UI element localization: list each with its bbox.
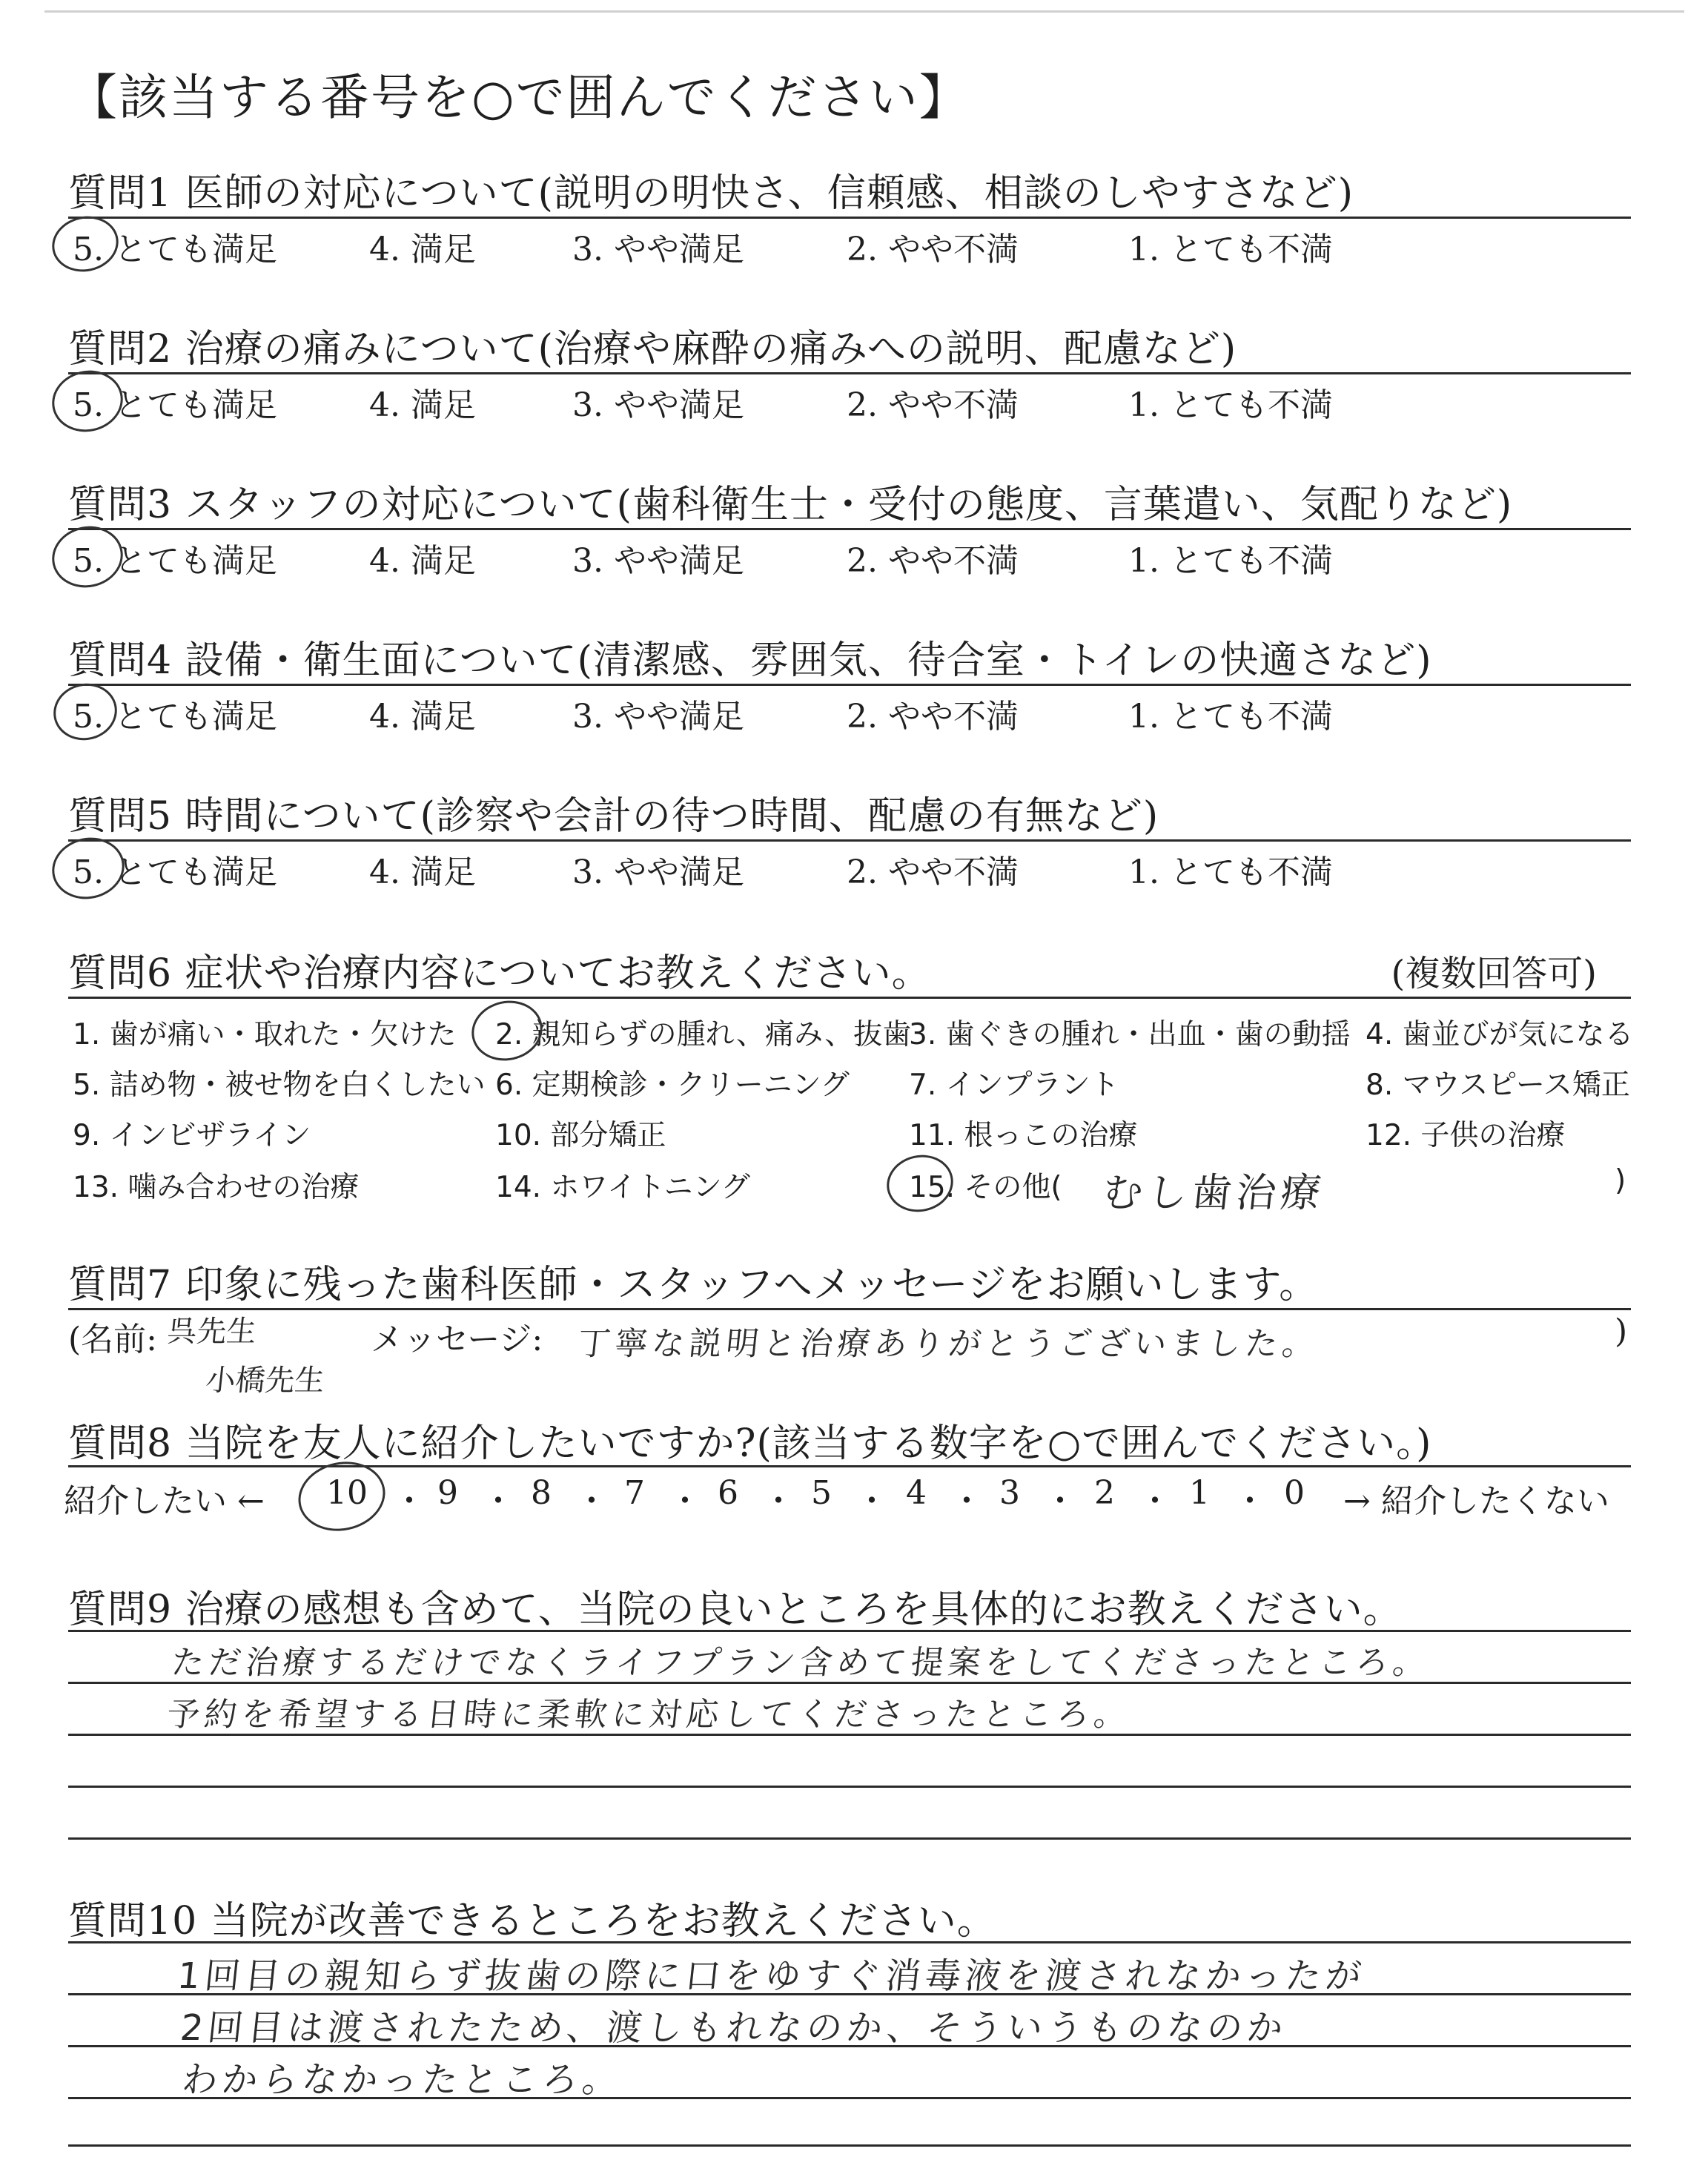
q8-left-label: 紹介したい ← [64,1482,265,1520]
q6-option-11[interactable]: 11. 根っこの治療 [909,1119,1138,1152]
q8-scale-dot: ・ [950,1482,983,1520]
q5-title: 質問5 時間について(診察や会計の待つ時間、配慮の有無など) [68,794,1159,839]
q1-option-5[interactable]: 5. とても満足 [73,231,277,268]
q6-other-close-paren: ) [1615,1164,1626,1198]
q3-option-4[interactable]: 4. 満足 [369,542,476,580]
q9-answer-1[interactable]: ただ治療するだけでなくライフプラン含めて提案をしてくださったところ。 [169,1644,1432,1682]
q6-option-8[interactable]: 8. マウスピース矯正 [1366,1069,1630,1102]
q10-answer-3[interactable]: わからなかったところ。 [179,2059,625,2101]
q9-answer-line [68,1734,1631,1736]
q6-option-5[interactable]: 5. 詰め物・被せ物を白くしたい [73,1069,486,1102]
q4-option-4[interactable]: 4. 満足 [369,698,476,736]
q5-option-1[interactable]: 1. とても不満 [1128,853,1333,891]
q7-close-paren: ) [1615,1312,1628,1350]
q6-option-12[interactable]: 12. 子供の治療 [1366,1119,1566,1152]
q9-answer-line [68,1786,1631,1788]
q6-option-6[interactable]: 6. 定期検診・クリーニング [495,1069,850,1102]
q5-selection-circle [47,831,130,906]
q2-option-4[interactable]: 4. 満足 [369,386,476,424]
q7-name-label: (名前: [68,1321,157,1358]
q1-rule [68,217,1631,219]
q5-option-2[interactable]: 2. やや不満 [847,853,1019,891]
q6-option-10[interactable]: 10. 部分矯正 [495,1119,666,1152]
q6-option-1[interactable]: 1. 歯が痛い・取れた・欠けた [73,1018,457,1051]
q6-title: 質問6 症状や治療内容についてお教えください。 [68,951,931,996]
q3-option-1[interactable]: 1. とても不満 [1128,542,1333,580]
form-heading: 【該当する番号を○で囲んでください】 [68,69,970,126]
q8-scale-dot: ・ [762,1482,795,1520]
q8-scale-dot: ・ [855,1482,888,1520]
q8-scale-8[interactable]: 8 [531,1474,552,1512]
q8-scale-0[interactable]: 0 [1284,1474,1305,1512]
q3-option-3[interactable]: 3. やや満足 [572,542,744,580]
q8-scale-6[interactable]: 6 [718,1474,738,1512]
q4-option-3[interactable]: 3. やや満足 [572,698,744,736]
q1-option-3[interactable]: 3. やや満足 [572,231,744,268]
q2-option-1[interactable]: 1. とても不満 [1128,386,1333,424]
q6-multi-note: (複数回答可) [1391,953,1597,994]
top-border [44,10,1684,13]
q8-scale-dot: ・ [669,1482,701,1520]
q8-scale-2[interactable]: 2 [1094,1474,1115,1512]
q7-rule [68,1308,1631,1310]
q6-option-15[interactable]: 15. その他( [909,1171,1062,1204]
q10-answer-line [68,2097,1631,2099]
q5-option-5[interactable]: 5. とても満足 [73,853,277,891]
q4-option-2[interactable]: 2. やや不満 [847,698,1019,736]
q8-scale-5[interactable]: 5 [811,1474,832,1512]
q7-name-value-1[interactable]: 呉先生 [165,1315,259,1349]
q6-option-2[interactable]: 2. 親知らずの腫れ、痛み、抜歯 [495,1018,912,1051]
q6-option-13[interactable]: 13. 噛み合わせの治療 [73,1171,360,1204]
q8-scale-dot: ・ [1234,1482,1266,1520]
q8-scale-dot: ・ [393,1482,426,1520]
q2-option-2[interactable]: 2. やや不満 [847,386,1019,424]
q6-option-14[interactable]: 14. ホワイトニング [495,1171,750,1204]
q6-selection-circle-2 [466,994,549,1067]
q4-option-1[interactable]: 1. とても不満 [1128,698,1333,736]
q8-right-label: → 紹介したくない [1343,1482,1609,1520]
q6-option-9[interactable]: 9. インビザライン [73,1119,311,1152]
q3-selection-circle [47,520,129,594]
q1-option-1[interactable]: 1. とても不満 [1128,231,1333,268]
q8-scale-9[interactable]: 9 [437,1474,458,1512]
q8-rule [68,1465,1631,1467]
q8-scale-dot: ・ [1044,1482,1076,1520]
q8-title: 質問8 当院を友人に紹介したいですか?(該当する数字を○で囲んでください。) [68,1421,1432,1466]
q2-option-3[interactable]: 3. やや満足 [572,386,744,424]
q8-scale-dot: ・ [482,1482,514,1520]
q3-rule [68,528,1631,530]
q3-option-2[interactable]: 2. やや不満 [847,542,1019,580]
q6-option-3[interactable]: 3. 歯ぐきの腫れ・出血・歯の動揺 [909,1018,1351,1051]
q10-answer-line [68,2144,1631,2147]
q8-scale-dot: ・ [1139,1482,1171,1520]
q8-scale-1[interactable]: 1 [1189,1474,1210,1512]
q4-rule [68,684,1631,686]
q5-rule [68,839,1631,842]
q9-answer-line [68,1630,1631,1632]
q10-answer-line [68,2045,1631,2047]
q7-message-value[interactable]: 丁寧な説明と治療ありがとうございました。 [575,1325,1322,1363]
q10-answer-line [68,1941,1631,1943]
q4-title: 質問4 設備・衛生面について(清潔感、雰囲気、待合室・トイレの快適さなど) [68,638,1432,683]
q10-title: 質問10 当院が改善できるところをお教えください。 [68,1899,996,1943]
q4-option-5[interactable]: 5. とても満足 [73,698,277,736]
q10-answer-1[interactable]: 1回目の親知らず抜歯の際に口をゆすぐ消毒液を渡されなかったが [175,1955,1368,1997]
q3-option-5[interactable]: 5. とても満足 [73,542,277,580]
q2-option-5[interactable]: 5. とても満足 [73,386,277,424]
q7-name-value-2[interactable]: 小橋先生 [204,1364,327,1398]
q1-option-4[interactable]: 4. 満足 [369,231,476,268]
q6-selection-circle-15 [881,1149,959,1218]
q9-answer-line [68,1682,1631,1684]
q1-title: 質問1 医師の対応について(説明の明快さ、信頼感、相談のしやすさなど) [68,171,1354,216]
q8-scale-10[interactable]: 10 [326,1474,368,1512]
q10-answer-line [68,1993,1631,1995]
q7-message-label: メッセージ: [371,1321,543,1358]
q10-answer-2[interactable]: 2回目は渡されたため、渡しもれなのか、そういうものなのか [178,2007,1290,2049]
q5-option-3[interactable]: 3. やや満足 [572,853,744,891]
q8-scale-dot: ・ [575,1482,608,1520]
q5-option-4[interactable]: 4. 満足 [369,853,476,891]
q2-selection-circle [47,364,129,438]
q2-rule [68,372,1631,374]
q6-rule [68,997,1631,999]
q6-option-4[interactable]: 4. 歯並びが気になる [1366,1018,1634,1051]
q9-answer-2[interactable]: 予約を希望する日時に柔軟に対応してくださったところ。 [165,1696,1133,1734]
q6-other-handwritten[interactable]: むし歯治療 [1100,1169,1328,1216]
q3-title: 質問3 スタッフの対応について(歯科衛生士・受付の態度、言葉遣い、気配りなど) [68,483,1513,527]
q9-answer-line [68,1837,1631,1840]
q8-scale-3[interactable]: 3 [999,1474,1020,1512]
q6-option-7[interactable]: 7. インプラント [909,1069,1119,1102]
q2-title: 質問2 治療の痛みについて(治療や麻酔の痛みへの説明、配慮など) [68,327,1237,371]
q7-title: 質問7 印象に残った歯科医師・スタッフへメッセージをお願いします。 [68,1263,1319,1307]
q8-scale-7[interactable]: 7 [624,1474,645,1512]
q8-scale-4[interactable]: 4 [906,1474,927,1512]
q9-title: 質問9 治療の感想も含めて、当院の良いところを具体的にお教えください。 [68,1588,1403,1632]
q1-option-2[interactable]: 2. やや不満 [847,231,1019,268]
